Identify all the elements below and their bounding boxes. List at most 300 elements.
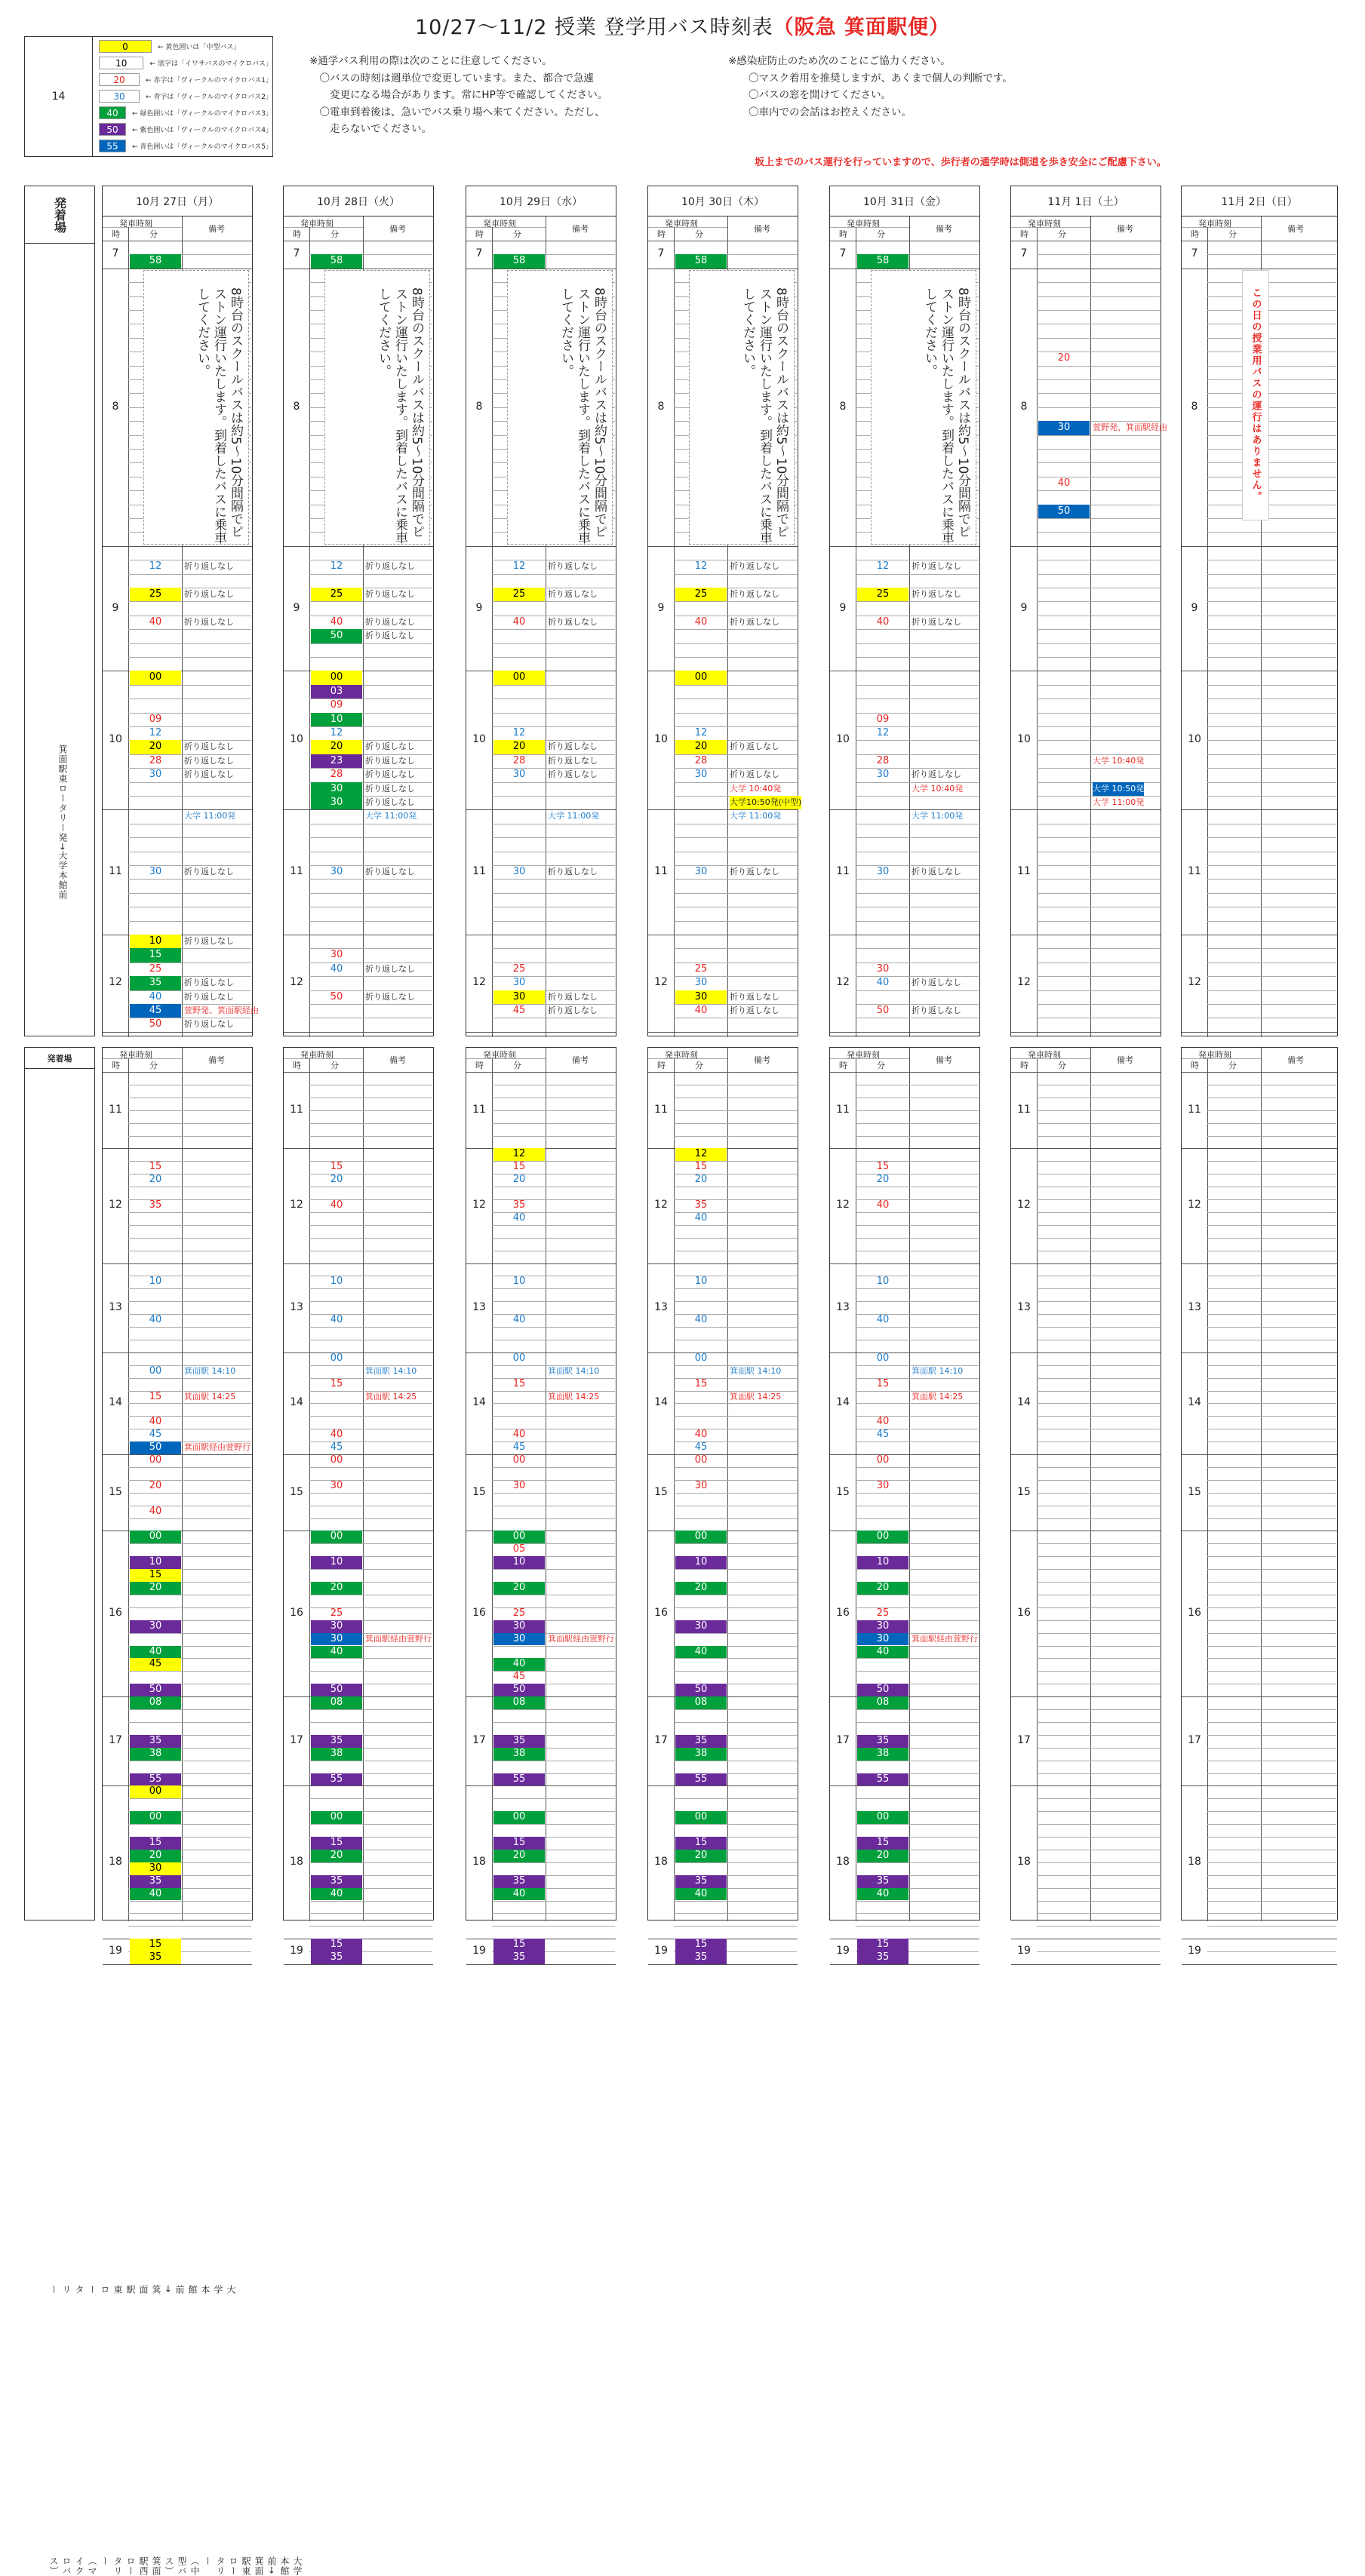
row-line	[1037, 1722, 1160, 1723]
hour-line	[1182, 1785, 1337, 1786]
hour-line	[284, 546, 433, 547]
row-line	[856, 837, 979, 838]
depart-label: 発車時刻	[119, 1050, 152, 1060]
row-line	[1037, 865, 1160, 866]
infection-notice: ※感染症防止のため次のことにご協力ください。 〇マスク着用を推奨しますが、あくまで個人の判断です。 〇バスの窓を開けてください。 〇車内での会話はお控えください。	[728, 55, 1013, 118]
departure-minute: 30	[512, 769, 526, 781]
hour-value: 10	[836, 733, 850, 746]
departure-minute: 35	[311, 1875, 362, 1888]
remarks-label: 備考	[208, 1055, 225, 1065]
departure-minute: 38	[675, 1748, 727, 1761]
hour-label: 時	[112, 1061, 120, 1070]
row-line	[674, 657, 797, 658]
hour-value: 7	[1020, 247, 1028, 260]
minute-col-line	[909, 1048, 910, 1921]
departure-minute: 30	[876, 963, 890, 975]
row-line	[674, 1722, 797, 1723]
departure-remark: 折り返しなし	[548, 616, 598, 627]
departure-minute: 45	[512, 1005, 526, 1016]
hour-value: 15	[1017, 1485, 1031, 1498]
departure-minute: 40	[493, 1658, 545, 1671]
row-line	[1207, 296, 1336, 297]
departure-minute: 40	[512, 616, 526, 628]
row-line	[309, 893, 432, 894]
row-line	[674, 1709, 797, 1710]
row-line	[1037, 1862, 1160, 1863]
departure-minute: 25	[857, 588, 908, 601]
hour-value: 11	[109, 865, 122, 878]
departure-remark: 箕面駅経由萱野行	[365, 1633, 432, 1644]
hour-line	[1011, 809, 1161, 810]
departure-minute: 40	[876, 616, 890, 628]
row-line	[1207, 643, 1336, 644]
row-line	[1207, 740, 1336, 741]
safety-warning: 坂上までのバス運行を行っていますので、歩行者の通学時は側道を歩き安全にご配慮下さい。	[755, 157, 1167, 168]
piston-note: 8時台のスクールバスは約5〜10分間隔でピストン運行いたします。到着したバスに乗車してください。	[507, 270, 613, 545]
departure-minute: 30	[311, 782, 362, 796]
departure-minute: 40	[512, 1211, 526, 1224]
row-line	[128, 782, 251, 783]
departure-minute: 38	[130, 1748, 181, 1761]
hour-line	[284, 1785, 433, 1786]
remarks-label: 備考	[936, 224, 952, 234]
row-line	[856, 1327, 979, 1328]
hour-line	[830, 1032, 979, 1033]
departure-remark: 折り返しなし	[184, 741, 234, 752]
depart-label: 発車時刻	[665, 1050, 698, 1060]
hour-line	[1182, 1696, 1337, 1697]
departure-remark: 大学 11:00発	[548, 811, 600, 821]
departure-minute: 20	[493, 740, 545, 754]
row-line	[309, 1862, 432, 1863]
departure-minute: 30	[311, 1620, 362, 1633]
row-line	[309, 1518, 432, 1519]
day-panel	[829, 186, 980, 1036]
departure-remark: 折り返しなし	[730, 616, 779, 627]
row-line	[1037, 1136, 1160, 1137]
minute-col-line	[182, 1048, 183, 1921]
row-line	[309, 601, 432, 602]
hour-line	[1011, 1454, 1161, 1455]
departure-minute: 55	[857, 1773, 908, 1786]
hour-value: 12	[472, 976, 486, 989]
hour-value: 16	[290, 1607, 303, 1620]
route-label: 大学本館前→箕面駅東ロータリー（中型バス）箕面駅西ロータリー（マイクロバス）	[48, 2556, 303, 2576]
departure-minute: 08	[311, 1696, 362, 1709]
hour-value: 9	[112, 601, 119, 614]
day-panel	[647, 1047, 798, 1963]
row-line	[1207, 310, 1336, 311]
departure-minute: 15	[330, 1377, 343, 1389]
row-line	[1207, 657, 1336, 658]
row-line	[309, 643, 432, 644]
hour-value: 12	[290, 976, 303, 989]
row-line	[128, 1709, 251, 1710]
departure-minute: 40	[512, 1429, 526, 1441]
row-line	[128, 1607, 251, 1608]
depart-label: 発車時刻	[300, 1050, 334, 1060]
hour-value: 7	[475, 247, 483, 260]
row-line	[1207, 1327, 1336, 1328]
departure-minute: 40	[675, 1646, 727, 1659]
header-divider	[1182, 1072, 1337, 1073]
row-line	[492, 837, 615, 838]
day-header: 10月 29日（水）	[466, 186, 616, 216]
departure-minute: 08	[493, 1696, 545, 1709]
row-line	[1037, 1493, 1160, 1494]
departure-minute: 12	[876, 727, 890, 738]
departure-minute: 10	[149, 1276, 162, 1288]
departure-minute: 55	[675, 1773, 727, 1786]
departure-minute: 30	[675, 1620, 727, 1633]
row-line	[1207, 1301, 1336, 1302]
hour-value: 12	[472, 1199, 486, 1211]
row-line	[309, 1225, 432, 1226]
hour-label: 時	[1191, 229, 1199, 239]
departure-remark: 箕面駅経由萱野行	[184, 1442, 251, 1453]
remarks-label: 備考	[1287, 224, 1304, 234]
departure-remark: 折り返しなし	[548, 589, 598, 599]
departure-minute: 25	[512, 963, 526, 975]
row-line	[1037, 1416, 1160, 1417]
departure-minute: 20	[675, 1582, 727, 1595]
hour-col-line	[492, 1058, 493, 1921]
color-legend	[24, 36, 273, 157]
departure-remark: 箕面駅経由萱野行	[912, 1633, 978, 1644]
row-line	[674, 1136, 797, 1137]
hour-value: 19	[109, 1945, 122, 1957]
departure-minute: 20	[130, 1850, 181, 1862]
hour-line	[1182, 546, 1337, 547]
hour-value: 12	[1188, 1199, 1201, 1211]
hour-value: 19	[1188, 1945, 1201, 1957]
departure-remark: 折り返しなし	[548, 755, 598, 766]
row-line	[492, 1123, 615, 1124]
departure-minute: 00	[311, 1811, 362, 1824]
row-line	[1207, 1646, 1336, 1647]
piston-note: 8時台のスクールバスは約5〜10分間隔でピストン運行いたします。到着したバスに乗車してください。	[871, 270, 976, 545]
hour-value: 19	[836, 1945, 850, 1957]
header-subdivider	[648, 1058, 727, 1059]
hour-value: 11	[290, 1103, 303, 1116]
row-line	[1207, 1391, 1336, 1392]
hour-value: 9	[839, 601, 847, 614]
row-line	[674, 1288, 797, 1289]
departure-minute: 15	[149, 1161, 162, 1173]
row-line	[1207, 1378, 1336, 1379]
row-line	[856, 796, 979, 797]
departure-remark: 折り返しなし	[548, 867, 598, 877]
row-line	[856, 574, 979, 575]
row-line	[128, 1403, 251, 1404]
hour-value: 11	[1188, 1103, 1201, 1116]
day-panel	[283, 186, 434, 1036]
row-line	[1207, 1773, 1336, 1774]
row-line	[1037, 837, 1160, 838]
row-line	[1037, 713, 1160, 714]
row-line	[128, 879, 251, 880]
departure-remark: 折り返しなし	[730, 867, 779, 877]
departure-minute: 35	[130, 976, 181, 990]
row-line	[1207, 1837, 1336, 1838]
departure-minute: 00	[857, 1811, 908, 1824]
hour-line	[466, 546, 616, 547]
row-line	[1037, 1607, 1160, 1608]
departure-minute: 10	[493, 1556, 545, 1569]
header-subdivider	[284, 1058, 363, 1059]
hour-value: 7	[657, 247, 665, 260]
hour-value: 11	[290, 865, 303, 878]
departure-minute: 00	[694, 1454, 708, 1466]
hour-value: 11	[472, 1103, 486, 1116]
hour-value: 8	[1191, 400, 1198, 413]
hour-line	[1182, 809, 1337, 810]
row-line	[309, 1327, 432, 1328]
row-line	[492, 643, 615, 644]
row-line	[1207, 1658, 1336, 1659]
hour-line	[1182, 1964, 1337, 1965]
header-subdivider	[284, 227, 363, 228]
row-line	[492, 1110, 615, 1111]
hour-value: 8	[112, 400, 119, 413]
row-line	[856, 1493, 979, 1494]
row-line	[1037, 1467, 1160, 1468]
departure-minute: 25	[311, 588, 362, 601]
departure-minute: 35	[675, 1735, 727, 1748]
row-line	[492, 574, 615, 575]
legend-swatch: 20	[99, 73, 140, 86]
row-line	[1037, 879, 1160, 880]
row-line	[674, 1824, 797, 1825]
departure-minute: 12	[149, 560, 162, 573]
row-line	[1037, 1391, 1160, 1392]
departure-minute: 30	[493, 1633, 545, 1646]
row-line	[128, 1824, 251, 1825]
departure-minute: 40	[130, 1646, 181, 1659]
row-line	[128, 1518, 251, 1519]
departure-remark: 折り返しなし	[548, 741, 598, 752]
departure-minute: 30	[330, 1479, 343, 1491]
hour-line	[1011, 1964, 1161, 1965]
legend-description: ← 紫色囲いは「ヴィークルのマイクロバス4」	[132, 127, 272, 134]
row-line	[309, 1212, 432, 1213]
hour-value: 19	[472, 1945, 486, 1957]
row-line	[1037, 338, 1160, 339]
departure-minute: 20	[311, 1850, 362, 1862]
row-line	[492, 1913, 615, 1914]
row-line	[674, 1467, 797, 1468]
row-line	[128, 1926, 251, 1927]
minute-col-line	[1090, 216, 1091, 1037]
day-panel	[1010, 186, 1167, 1036]
minute-label: 分	[877, 229, 885, 239]
depart-label: 発車時刻	[847, 219, 880, 229]
row-line	[1207, 421, 1336, 422]
departure-minute: 12	[876, 560, 890, 573]
row-line	[1037, 948, 1160, 949]
row-line	[492, 1901, 615, 1902]
depart-label: 発車時刻	[300, 219, 334, 229]
hour-value: 13	[109, 1300, 122, 1313]
departure-minute: 15	[130, 1939, 181, 1951]
departure-minute: 40	[857, 1646, 908, 1659]
header-subdivider	[830, 1058, 909, 1059]
hour-value: 12	[654, 976, 668, 989]
row-line	[674, 893, 797, 894]
row-line	[128, 921, 251, 922]
row-line	[1037, 893, 1160, 894]
row-line	[309, 1913, 432, 1914]
minute-label: 分	[695, 229, 703, 239]
departure-minute: 30	[130, 1862, 181, 1875]
departure-remark: 大学 10:50発	[1093, 782, 1144, 796]
hour-line	[648, 1964, 798, 1965]
departure-remark: 大学 10:40発	[730, 783, 782, 794]
row-line	[492, 1238, 615, 1239]
row-line	[1207, 1926, 1336, 1927]
departure-minute: 40	[149, 1314, 162, 1326]
row-line	[309, 1901, 432, 1902]
departure-remark: 折り返しなし	[365, 631, 415, 641]
departure-remark: 折り返しなし	[365, 783, 415, 794]
legend-swatch: 50	[99, 123, 126, 136]
hour-value: 16	[472, 1607, 486, 1620]
row-line	[128, 1110, 251, 1111]
row-line	[128, 1913, 251, 1914]
row-line	[1207, 435, 1336, 436]
legend-description: ← 青字は「ヴィークルのマイクロバス2」	[146, 94, 272, 101]
departure-minute: 00	[330, 1454, 343, 1466]
hour-line	[1011, 1696, 1161, 1697]
row-line	[1037, 1837, 1160, 1838]
day-panel	[829, 1047, 980, 1963]
departure-minute: 28	[149, 754, 162, 766]
row-line	[1207, 1518, 1336, 1519]
legend-description: ← 黒字は「イワサバスのマイクロバス」	[149, 60, 272, 68]
row-line	[128, 796, 251, 797]
row-line	[856, 1467, 979, 1468]
departure-minute: 03	[311, 685, 362, 698]
legend-row	[99, 73, 272, 86]
departure-minute: 09	[330, 699, 343, 711]
row-line	[1037, 1161, 1160, 1162]
hour-value: 17	[1188, 1734, 1201, 1747]
hour-value: 10	[109, 733, 122, 746]
row-line	[309, 1798, 432, 1799]
departure-minute: 15	[330, 1161, 343, 1173]
departure-remark: 折り返しなし	[184, 769, 234, 780]
row-line	[1207, 726, 1336, 727]
departure-minute: 35	[311, 1735, 362, 1748]
row-line	[492, 1301, 615, 1302]
row-line	[309, 1403, 432, 1404]
departure-remark: 大学 11:00発	[730, 811, 782, 821]
row-line	[856, 1798, 979, 1799]
departure-minute: 10	[130, 1556, 181, 1569]
departure-minute: 00	[311, 671, 362, 684]
row-line	[1037, 1365, 1160, 1366]
departure-minute: 30	[694, 977, 708, 989]
day-panel	[466, 186, 616, 1036]
row-line	[1037, 574, 1160, 575]
row-line	[492, 1518, 615, 1519]
departure-minute: 40	[330, 616, 343, 628]
remarks-label: 備考	[936, 1055, 952, 1065]
hour-value: 15	[1188, 1485, 1201, 1498]
departure-minute: 50	[130, 1684, 181, 1696]
departure-minute: 00	[493, 1811, 545, 1824]
hour-line	[830, 546, 979, 547]
departure-minute: 25	[512, 1607, 526, 1619]
row-line	[1207, 1403, 1336, 1404]
depart-label: 発車時刻	[1028, 1050, 1061, 1060]
departure-minute: 08	[857, 1696, 908, 1709]
hour-value: 16	[1188, 1607, 1201, 1620]
departure-remark: 折り返しなし	[365, 616, 415, 627]
departure-minute: 35	[130, 1951, 181, 1964]
row-line	[492, 893, 615, 894]
hour-label: 時	[657, 229, 666, 239]
departure-minute: 09	[876, 713, 890, 725]
hour-value: 12	[1188, 976, 1201, 989]
legend-row	[99, 57, 272, 69]
departure-minute: 45	[694, 1442, 708, 1454]
row-line	[1207, 1136, 1336, 1137]
legend-description: ← 青色囲いは「ヴィークルのマイクロバス5」	[132, 143, 272, 151]
hour-line	[1011, 1032, 1161, 1033]
departure-minute: 00	[130, 1811, 181, 1824]
row-line	[1037, 1327, 1160, 1328]
row-line	[1037, 657, 1160, 658]
row-line	[309, 1136, 432, 1137]
departure-minute: 20	[694, 1174, 708, 1186]
row-line	[1207, 1238, 1336, 1239]
minute-label: 分	[877, 1061, 885, 1070]
departure-minute: 35	[857, 1951, 908, 1964]
hour-value: 7	[839, 247, 847, 260]
row-line	[674, 629, 797, 630]
hour-value: 7	[1191, 247, 1198, 260]
hour-value: 11	[836, 1103, 850, 1116]
row-line	[309, 1569, 432, 1570]
depart-label: 発車時刻	[847, 1050, 880, 1060]
hour-value: 17	[290, 1734, 303, 1747]
departure-minute: 15	[857, 1939, 908, 1951]
row-line	[856, 1671, 979, 1672]
departure-minute: 40	[493, 1888, 545, 1901]
departure-minute: 30	[694, 769, 708, 781]
row-line	[1207, 366, 1336, 367]
day-panel	[466, 1047, 616, 1963]
row-line	[856, 1288, 979, 1289]
row-line	[1037, 1403, 1160, 1404]
row-line	[492, 685, 615, 686]
day-header: 10月 27日（月）	[103, 186, 252, 216]
hour-label: 時	[657, 1061, 666, 1070]
day-panel	[102, 186, 259, 1036]
row-line	[1207, 1620, 1336, 1621]
departure-minute: 00	[876, 1352, 890, 1364]
row-line	[309, 921, 432, 922]
hour-value: 12	[654, 1199, 668, 1211]
hour-line	[284, 1032, 433, 1033]
legend-number: 14	[25, 37, 93, 156]
departure-minute: 15	[493, 1939, 545, 1951]
legend-description: ← 黄色囲いは「中型バス」	[158, 44, 241, 51]
row-line	[1037, 990, 1160, 991]
hour-value: 11	[1188, 865, 1201, 878]
departure-minute: 00	[493, 671, 545, 684]
